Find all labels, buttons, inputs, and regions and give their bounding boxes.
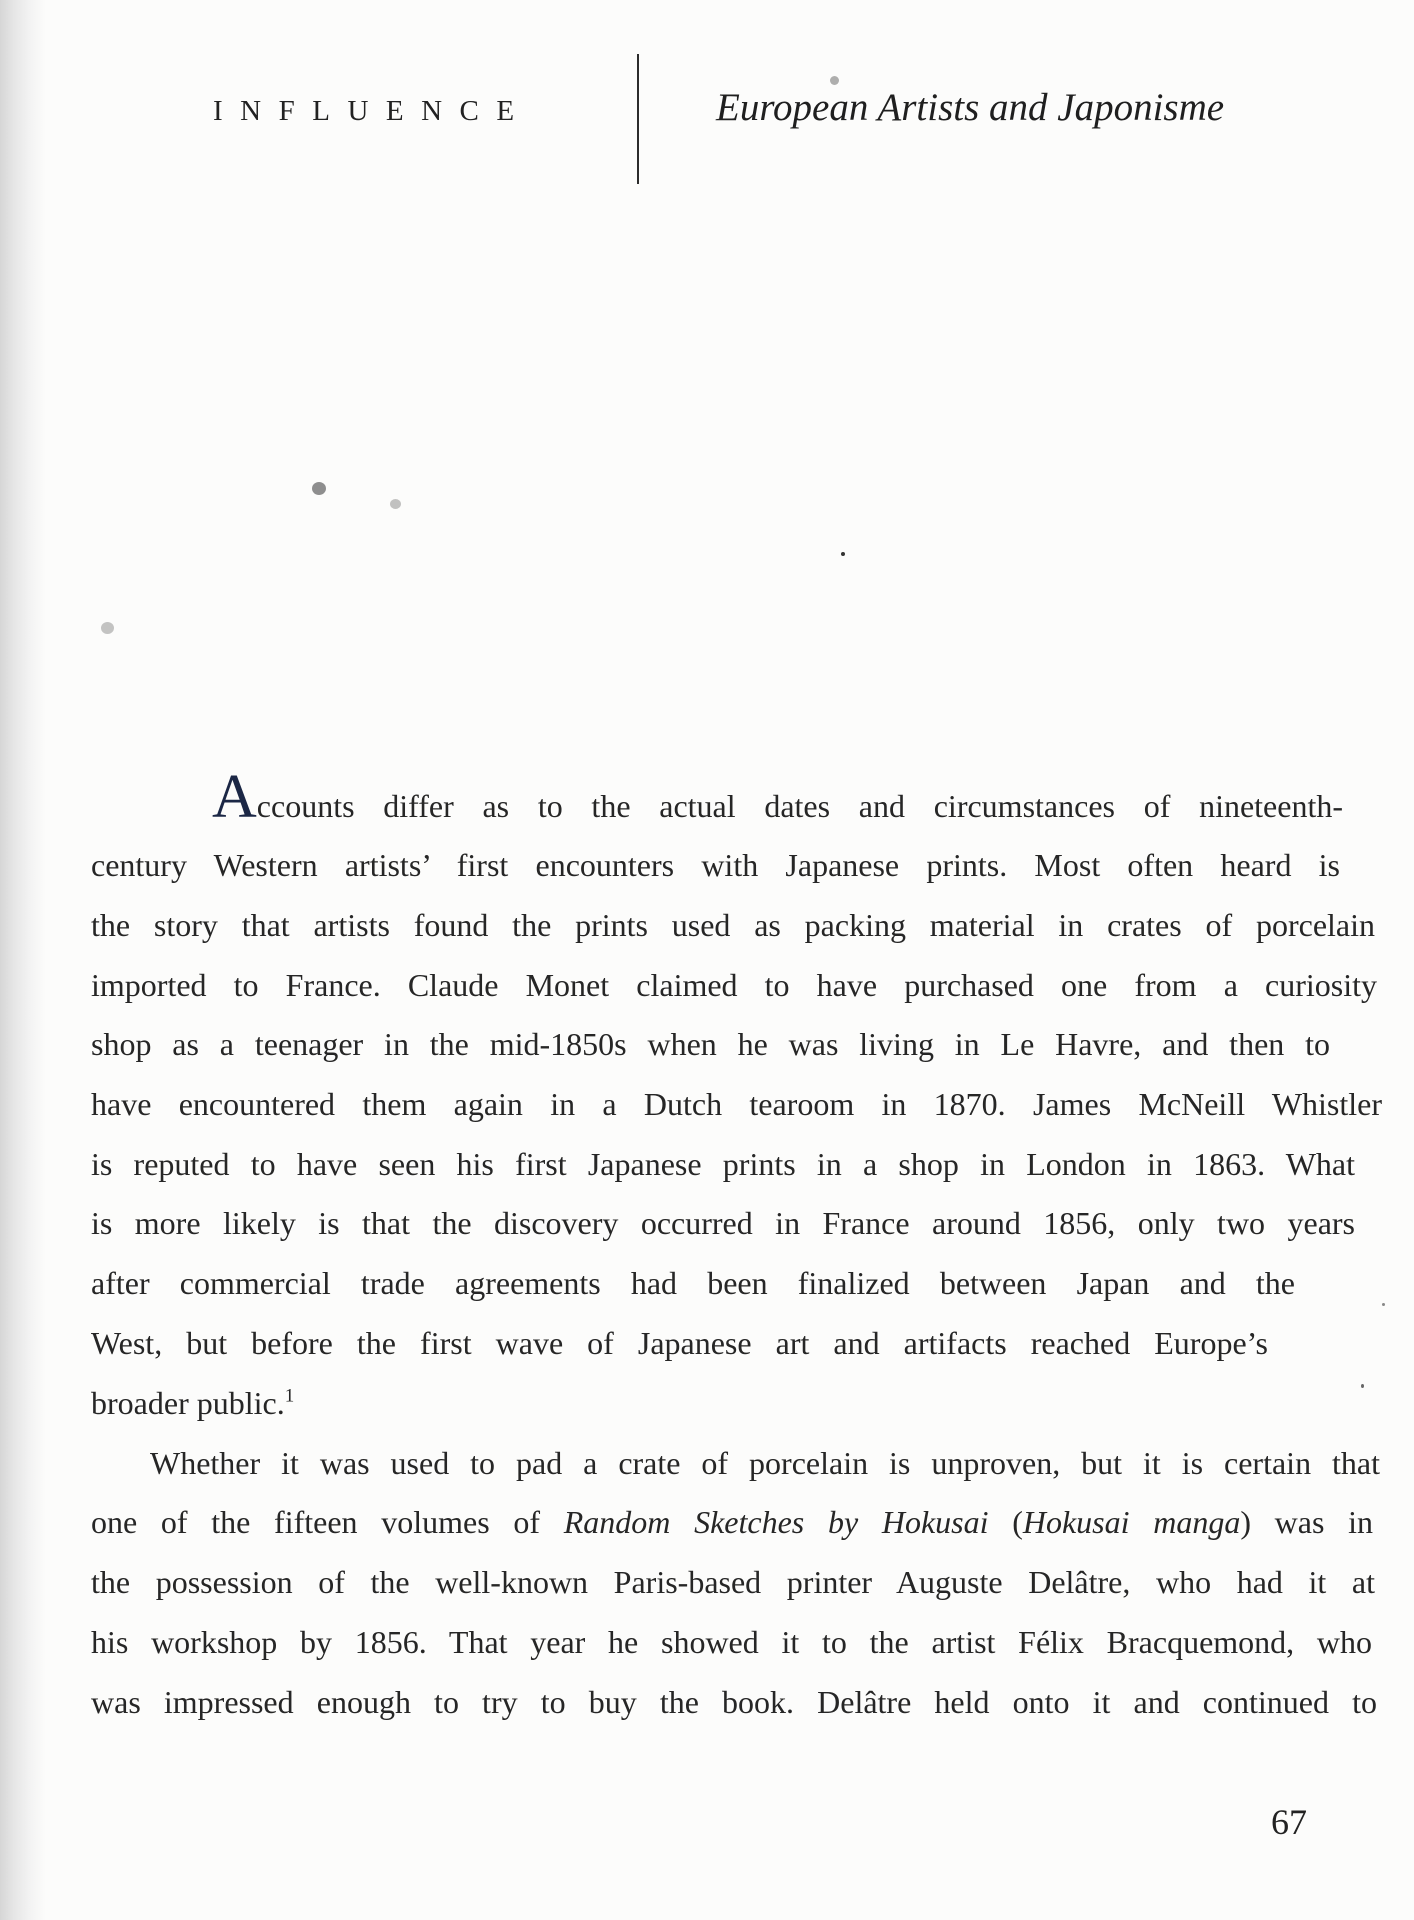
text-line: Whether it was used to pad a crate of porcelain is unproven, but it is certain that — [150, 1445, 1380, 1481]
text-line: shop as a teenager in the mid-1850s when he was living in Le Havre, and then to — [91, 1026, 1330, 1062]
line-text: ( — [988, 1504, 1023, 1540]
text-line: his workshop by 1856. That year he showed it to the artist Félix Bracquemond, who — [91, 1624, 1372, 1660]
header-divider — [637, 54, 639, 184]
text-line: is reputed to have seen his first Japanese prints in a shop in London in 1863. What — [91, 1146, 1355, 1182]
text-line: the possession of the well-known Paris-based printer Auguste Delâtre, who had it at — [91, 1564, 1375, 1600]
text-line — [212, 763, 1343, 836]
chapter-title: European Artists and Japonisme — [716, 86, 1225, 129]
text-line — [91, 1492, 1373, 1552]
scan-gutter-shadow — [0, 0, 46, 1920]
scan-speck — [312, 482, 326, 495]
scan-speck — [1361, 1384, 1364, 1388]
text-line: after commercial trade agreements had been finalized between Japan and the — [91, 1265, 1295, 1301]
text-line: West, but before the first wave of Japanese art and artifacts reached Europe’s — [91, 1325, 1268, 1361]
text-line: imported to France. Claude Monet claimed to have purchased one from a curiosity — [91, 967, 1377, 1003]
scan-speck — [101, 622, 114, 634]
book-title-japanese-italic: Hokusai manga — [1022, 1504, 1241, 1540]
line-text: broader public. — [91, 1385, 285, 1421]
text-line: the story that artists found the prints used as packing material in crates of porcelain — [91, 907, 1375, 943]
text-line: have encountered them again in a Dutch tearoom in 1870. James McNeill Whistler — [91, 1086, 1382, 1122]
book-title-italic: Random Sketches by Hokusai — [563, 1504, 989, 1540]
scan-speck — [390, 499, 401, 509]
section-label: INFLUENCE — [213, 95, 532, 127]
line-text: ccounts differ as to the actual dates and circumstances of nineteenth- — [256, 788, 1343, 824]
line-text: ) was in — [1240, 1504, 1374, 1540]
scan-speck — [1382, 1303, 1385, 1306]
text-line: century Western artists’ first encounters with Japanese prints. Most often heard is — [91, 847, 1340, 883]
text-line — [91, 1373, 294, 1433]
text-line: is more likely is that the discovery occurred in France around 1856, only two years — [91, 1205, 1355, 1241]
text-line: was impressed enough to try to buy the book. Delâtre held onto it and continued to — [91, 1684, 1377, 1720]
page-number: 67 — [1271, 1802, 1307, 1842]
scan-speck — [841, 552, 845, 556]
drop-cap: A — [212, 763, 257, 831]
footnote-reference[interactable]: 1 — [284, 1385, 295, 1407]
line-text: one of the fifteen volumes of — [91, 1504, 564, 1540]
